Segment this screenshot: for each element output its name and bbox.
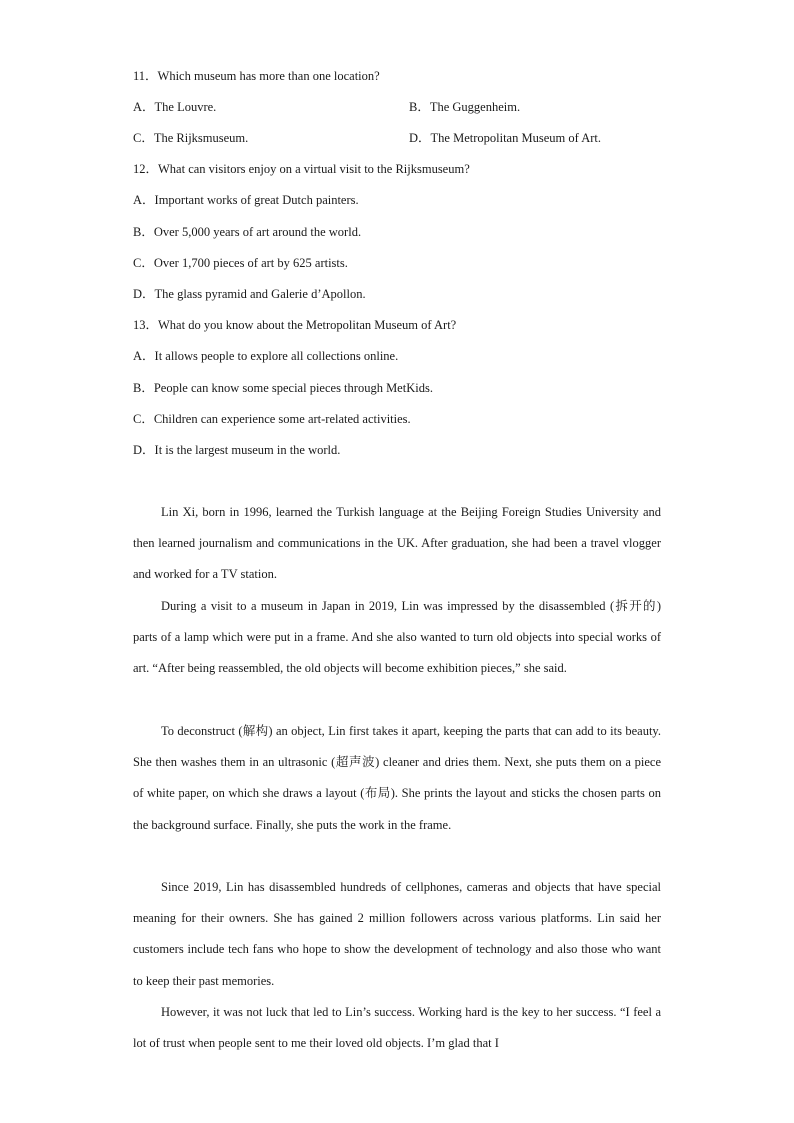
question-13-option-b: B．People can know some special pieces through MetKids. — [133, 381, 433, 395]
question-13-stem: 13．What do you know about the Metropolitan Museum of Art? — [133, 318, 457, 332]
question-11-option-d: D．The Metropolitan Museum of Art. — [409, 131, 601, 145]
question-12-stem: 12．What can visitors enjoy on a virtual visit to the Rijksmuseum? — [133, 162, 470, 176]
question-11-option-c: C．The Rijksmuseum. — [133, 131, 249, 145]
passage-paragraph-4: Since 2019, Lin has disassembled hundreds of cellphones, cameras and objects that have special meaning for their owners. She has gained 2 million followers across various platforms. Lin said her customers include tech fans who hope to show the development of technology and also those who want to keep their past memories. — [133, 880, 661, 988]
passage-paragraph-2: During a visit to a museum in Japan in 2019, Lin was impressed by the disassembled (拆开的) parts of a lamp which were put in a frame. And she also wanted to turn old objects into special works of art. “After being reassembled, the old objects will become exhibition pieces,” she said. — [133, 599, 661, 676]
question-13-option-d: D．It is the largest museum in the world. — [133, 443, 341, 457]
question-12-option-c: C．Over 1,700 pieces of art by 625 artists. — [133, 256, 348, 270]
passage-paragraph-1: Lin Xi, born in 1996, learned the Turkish language at the Beijing Foreign Studies University and then learned journalism and communications in the UK. After graduation, she had been a travel vlogger and worked for a TV station. — [133, 505, 661, 582]
question-13-option-a: A．It allows people to explore all collections online. — [133, 349, 399, 363]
question-12-option-d: D．The glass pyramid and Galerie d’Apollon. — [133, 287, 366, 301]
question-11-option-a: A．The Louvre. — [133, 100, 217, 114]
question-11-option-b: B．The Guggenheim. — [409, 100, 521, 114]
question-13-option-c: C．Children can experience some art-related activities. — [133, 412, 411, 426]
question-12-option-a: A．Important works of great Dutch painters. — [133, 193, 359, 207]
question-11-stem: 11．Which museum has more than one location? — [133, 69, 380, 83]
question-12-option-b: B．Over 5,000 years of art around the world. — [133, 225, 362, 239]
passage-paragraph-5: However, it was not luck that led to Lin’s success. Working hard is the key to her success. “I feel a lot of trust when people sent to me their loved old objects. I’m glad that I — [133, 1005, 661, 1051]
passage-paragraph-3: To deconstruct (解构) an object, Lin first takes it apart, keeping the parts that can add to its beauty. She then washes them in an ultrasonic (超声波) cleaner and dries them. Next, she puts them on a piece of white paper, on which she draws a layout (布局). She prints the layout and sticks the chosen parts on the background surface. Finally, she puts the work in the frame. — [133, 724, 661, 832]
